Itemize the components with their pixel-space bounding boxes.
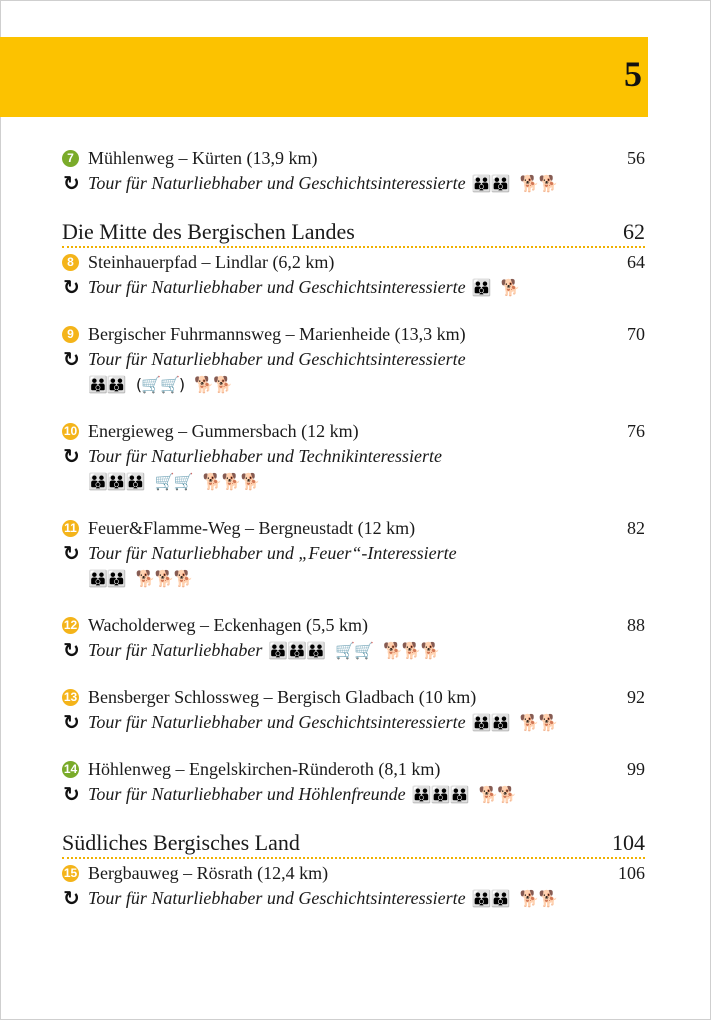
family-icon: 👪👪👪 [88,472,145,491]
tour-entry[interactable] [62,757,645,807]
tour-page-number: 76 [627,421,645,441]
tour-icons [88,472,259,491]
family-icon: 👪👪👪 [268,641,326,660]
section-title: Südliches Bergisches Land [62,830,300,855]
tour-title-line [62,685,645,710]
tour-icons [88,569,193,588]
tour-page-number: 88 [627,615,645,635]
loop-route-icon: ↻ [63,782,80,806]
tour-description: Tour für Naturliebhaber und Geschichtsinteressierte [88,349,466,369]
tour-title-line [62,757,645,782]
dog-icon: 🐕🐕 [519,889,558,908]
tour-description-line [62,444,645,469]
tour-number-icon: 12 [63,618,78,632]
dog-icon: 🐕🐕 [478,785,517,804]
tour-entry[interactable] [62,146,645,196]
tour-entry[interactable] [62,516,645,591]
tour-entry[interactable] [62,685,645,735]
tour-title[interactable]: Höhlenweg – Engelskirchen-Ründeroth (8,1 km) [88,759,441,779]
tour-icons [412,785,517,804]
tour-title[interactable]: Bergischer Fuhrmannsweg – Marienheide (13,3 km) [88,324,466,344]
tour-description-line [62,275,645,300]
tour-page-number: 92 [627,687,645,707]
dog-icon: 🐕🐕 [519,713,558,732]
table-of-contents [62,146,645,911]
family-icon: 👪👪 [471,174,510,193]
stroller-icon: 🛒🛒 [335,641,373,660]
dog-icon: 🐕🐕🐕 [202,472,260,491]
tour-page-number: 106 [618,863,645,883]
stroller-icon: (🛒🛒) [135,375,185,394]
tour-entry[interactable] [62,322,645,397]
section-heading [62,829,645,859]
family-icon: 👪👪👪 [411,785,469,804]
section-page-number: 62 [623,219,645,244]
tour-title[interactable]: Energieweg – Gummersbach (12 km) [88,421,359,441]
tour-icons-line [62,469,645,494]
tour-description: Tour für Naturliebhaber und „Feuer“-Interessierte [88,543,457,563]
tour-title-line [62,322,645,347]
loop-route-icon: ↻ [63,638,80,662]
dog-icon: 🐕🐕 [519,174,558,193]
tour-icons-line [62,566,645,591]
tour-number-icon: 15 [63,866,78,880]
tour-page-number: 70 [627,324,645,344]
stroller-icon: 🛒🛒 [154,472,193,491]
tour-entry[interactable] [62,250,645,300]
family-icon: 👪 [471,278,491,297]
loop-route-icon: ↻ [63,171,80,195]
family-icon: 👪👪 [471,889,510,908]
tour-number-icon: 8 [62,254,79,271]
family-icon: 👪👪 [88,375,126,394]
tour-title-line [62,419,645,444]
tour-description-line [62,541,645,566]
tour-description: Tour für Naturliebhaber und Geschichtsinteressierte [88,277,466,297]
tour-description-line [62,782,645,807]
tour-entry[interactable] [62,613,645,663]
section-page-number: 104 [612,830,645,855]
family-icon: 👪👪 [88,569,126,588]
section-title: Die Mitte des Bergischen Landes [62,219,355,244]
tour-title-line [62,146,645,171]
tour-description: Tour für Naturliebhaber und Geschichtsinteressierte [88,173,466,193]
tour-description: Tour für Naturliebhaber und Geschichtsinteressierte [88,888,466,908]
tour-description-line [62,347,645,372]
tour-number-icon: 14 [63,762,78,776]
tour-page-number: 99 [627,759,645,779]
tour-entry[interactable] [62,861,645,911]
tour-number-icon: 9 [62,326,79,343]
tour-entry[interactable] [62,419,645,494]
tour-page-number: 64 [627,252,645,272]
tour-page-number: 82 [627,518,645,538]
loop-route-icon: ↻ [63,347,80,371]
tour-title-line [62,516,645,541]
tour-page-number: 56 [627,148,645,168]
tour-icons [472,713,558,732]
tour-icons [472,889,558,908]
tour-description-line [62,638,645,663]
tour-title[interactable]: Feuer&Flamme-Weg – Bergneustadt (12 km) [88,518,416,538]
tour-title[interactable]: Bergbauweg – Rösrath (12,4 km) [88,863,329,883]
tour-title[interactable]: Wacholderweg – Eckenhagen (5,5 km) [88,615,368,635]
tour-number-icon: 7 [62,150,79,167]
loop-route-icon: ↻ [63,444,80,468]
tour-icons [88,375,232,394]
tour-icons-line [62,372,645,397]
tour-number-icon: 11 [62,520,79,537]
tour-number-icon: 13 [63,690,78,704]
tour-title-line [62,250,645,275]
loop-route-icon: ↻ [63,886,80,910]
tour-description: Tour für Naturliebhaber und Höhlenfreunde [88,784,406,804]
tour-title-line [62,861,645,886]
tour-title[interactable]: Bensberger Schlossweg – Bergisch Gladbach (10 km) [88,687,477,707]
dog-icon: 🐕 [500,278,520,297]
tour-description: Tour für Naturliebhaber und Geschichtsinteressierte [88,712,466,732]
dog-icon: 🐕🐕 [194,375,233,394]
section-heading [62,218,645,248]
dog-icon: 🐕🐕🐕 [135,569,193,588]
page-number: 5 [624,54,642,94]
tour-title-line [62,613,645,638]
loop-route-icon: ↻ [63,275,80,299]
tour-description-line [62,710,645,735]
tour-title[interactable]: Steinhauerpfad – Lindlar (6,2 km) [88,252,335,272]
tour-description-line [62,886,645,911]
chapter-header-bar [0,37,648,117]
tour-icons [472,174,558,193]
tour-icons [268,641,439,660]
tour-icons [472,278,520,297]
tour-description-line [62,171,645,196]
tour-description: Tour für Naturliebhaber und Technikinteressierte [88,446,443,466]
tour-number-icon: 10 [63,424,78,438]
tour-title[interactable]: Mühlenweg – Kürten (13,9 km) [88,148,318,168]
dog-icon: 🐕🐕🐕 [382,641,440,660]
tour-description: Tour für Naturliebhaber [88,640,263,660]
loop-route-icon: ↻ [63,541,80,565]
family-icon: 👪👪 [471,713,510,732]
loop-route-icon: ↻ [63,710,80,734]
